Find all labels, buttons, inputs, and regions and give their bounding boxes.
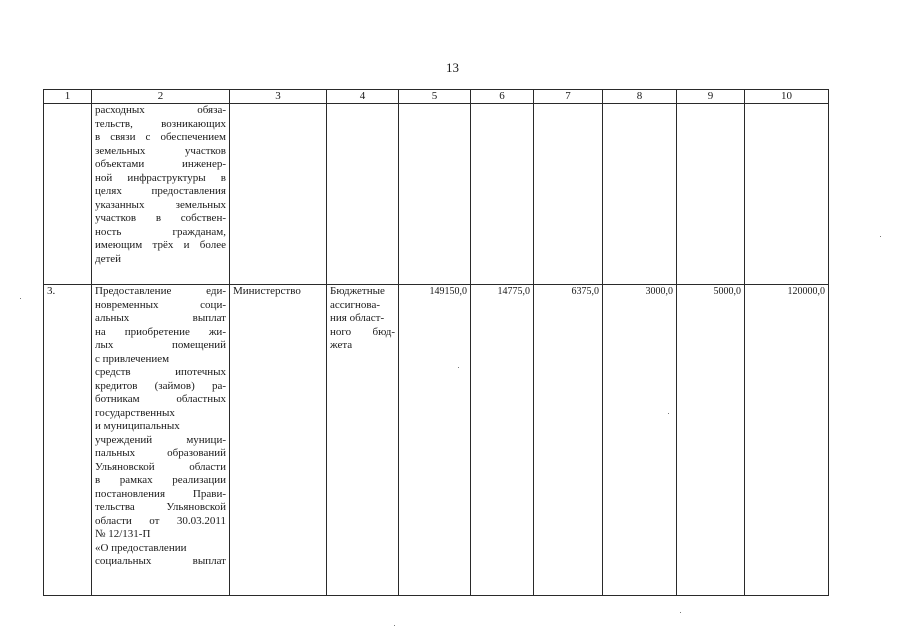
description-line: государственных [95, 406, 175, 419]
column-number-row [44, 90, 829, 104]
description-line: в связи с обеспечением [95, 131, 226, 143]
description-line: ной инфраструктуры в [95, 171, 226, 184]
value-cell: 14775,0 [471, 285, 534, 596]
description-line: лых помещений [95, 339, 226, 351]
description-line: участков в собствен- [95, 212, 226, 224]
description-cell [92, 104, 230, 285]
description-line: средств ипотечных [95, 366, 226, 378]
column-header: 8 [603, 90, 677, 104]
description-line: ность гражданам, [95, 225, 226, 238]
scan-speck [880, 236, 881, 237]
description-line: кредитов (займов) ра- [95, 379, 226, 392]
description-line: новременных соци- [95, 298, 226, 311]
value-cell [471, 104, 534, 285]
description-line: земельных участков [95, 144, 226, 157]
scan-speck [680, 612, 681, 613]
description-line: тельства Ульяновской [95, 501, 226, 513]
description-line: имеющим трёх и более [95, 239, 226, 251]
description-line: с привлечением [95, 352, 170, 365]
value-cell: 120000,0 [745, 285, 829, 596]
scan-speck [668, 413, 669, 414]
source-line: Бюджетные [330, 285, 385, 297]
description-line: области от 30.03.2011 [95, 514, 226, 527]
description-line: пальных образований [95, 447, 226, 459]
column-header: 6 [471, 90, 534, 104]
table-row [44, 285, 829, 596]
value-cell [399, 104, 471, 285]
description-line: ботникам областных [95, 393, 226, 405]
column-header: 7 [534, 90, 603, 104]
source-cell [327, 104, 399, 285]
source-line: жета [330, 339, 353, 351]
description-line: детей [95, 252, 122, 265]
column-header: 4 [327, 90, 399, 104]
description-line: в рамках реализации [95, 474, 226, 486]
description-line: на приобретение жи- [95, 325, 226, 338]
row-number-cell: 3. [44, 285, 92, 596]
scan-speck [458, 367, 459, 368]
description-line: Ульяновской области [95, 460, 226, 473]
value-cell [745, 104, 829, 285]
scan-speck [394, 625, 395, 626]
executor-cell: Министерство [230, 285, 327, 596]
description-line: целях предоставления [95, 185, 226, 197]
column-header: 9 [677, 90, 745, 104]
description-cell [92, 285, 230, 596]
source-line: ния област- [330, 312, 385, 324]
source-line: ассигнова- [330, 298, 381, 311]
description-line: объектами инженер- [95, 158, 226, 170]
description-line: социальных выплат [95, 555, 226, 567]
column-header: 10 [745, 90, 829, 104]
value-cell: 3000,0 [603, 285, 677, 596]
description-line: «О предоставлении [95, 541, 187, 554]
column-header: 5 [399, 90, 471, 104]
table-row [44, 104, 829, 285]
value-cell [534, 104, 603, 285]
column-header: 2 [92, 90, 230, 104]
source-line: ного бюд- [330, 325, 395, 338]
value-cell [603, 104, 677, 285]
description-line: постановления Прави- [95, 487, 226, 500]
column-header: 1 [44, 90, 92, 104]
description-line: тельств, возникающих [95, 117, 226, 130]
scan-speck [20, 298, 21, 299]
row-number-cell [44, 104, 92, 285]
description-line: указанных земельных [95, 198, 226, 211]
description-line: альных выплат [95, 312, 226, 324]
value-cell: 5000,0 [677, 285, 745, 596]
value-cell: 6375,0 [534, 285, 603, 596]
description-line: и муниципальных [95, 420, 180, 432]
description-line: № 12/131-П [95, 528, 151, 540]
value-cell: 149150,0 [399, 285, 471, 596]
source-cell [327, 285, 399, 596]
executor-cell [230, 104, 327, 285]
value-cell [677, 104, 745, 285]
description-line: Предоставление еди- [95, 285, 226, 297]
description-line: учреждений муници- [95, 433, 226, 446]
description-line: расходных обяза- [95, 104, 226, 116]
budget-table [43, 89, 829, 596]
column-header: 3 [230, 90, 327, 104]
page-number: 13 [446, 60, 459, 75]
